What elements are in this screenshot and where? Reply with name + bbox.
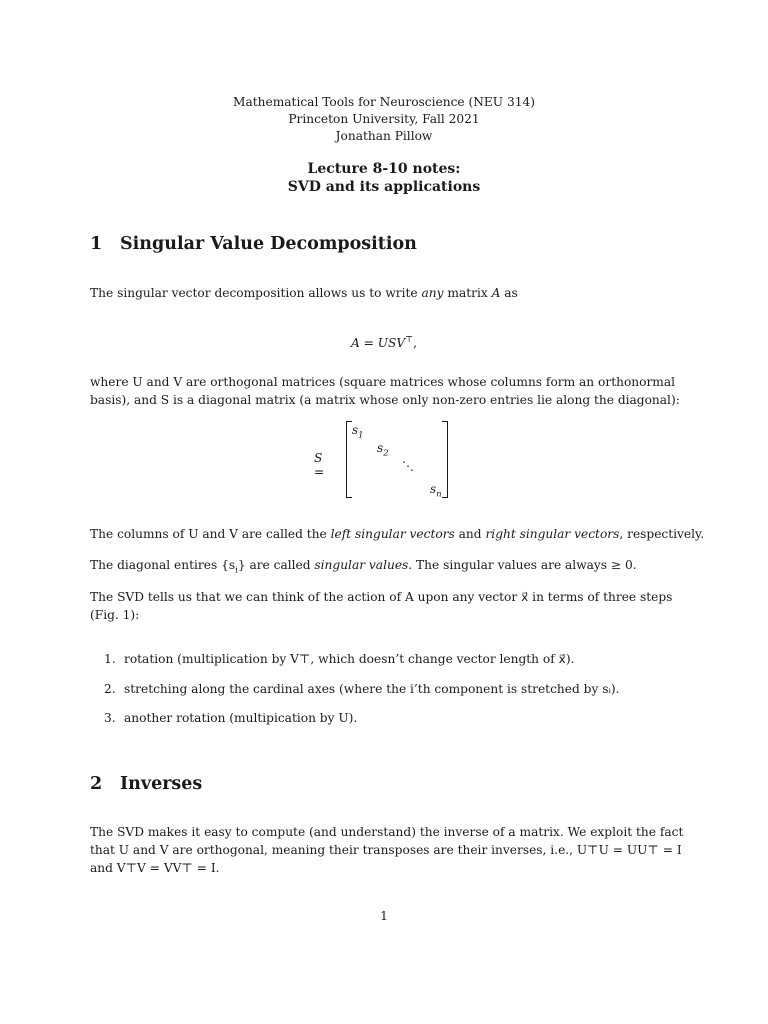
equation-tail: , [413,336,418,351]
text-run: The singular values are always ≥ 0. [412,558,637,572]
section-heading-2 [90,773,202,795]
matrix-label: S = [314,451,325,479]
text-run: The columns of U and V are called the [90,527,331,541]
emphasis: right singular vectors [485,527,620,541]
author: Jonathan Pillow [335,129,433,143]
list-number: 1. [104,652,116,666]
section-number: 1 [90,234,103,254]
subscript: i [235,565,238,576]
section-heading-1 [90,233,417,255]
list-number: 2. [104,682,116,696]
section-title: Singular Value Decomposition [120,234,417,254]
equation-svd [0,331,768,352]
matrix-entry-s1: $s_1$ [352,423,364,441]
text-run: matrix [443,286,492,300]
list-item [104,650,574,668]
emphasis: singular values. [314,558,413,572]
section-number: 2 [90,774,103,794]
emphasis: left singular vectors [330,527,455,541]
text-run: , respectively. [619,527,705,541]
page-number: 1 [380,909,388,923]
list-number: 3. [104,711,116,725]
paragraph-inverses-line2: that U and V are orthogonal, meaning their transposes are their inverses, i.e., U⊤U = UU⊤ = I [90,843,682,857]
text-run: and [454,527,486,541]
course-title: Mathematical Tools for Neuroscience (NEU 314) [233,95,535,109]
paragraph-svd-steps-line1: The SVD tells us that we can think of the action of A upon any vector x⃗ in terms of three steps [90,590,673,604]
lecture-title-line1: Lecture 8-10 notes: [307,161,461,177]
equation-body: A = USV [350,336,406,351]
text-run: The singular vector decomposition allows us to write [90,286,422,300]
text-run: } are called [237,558,315,572]
paragraph-intro [90,284,680,302]
math-var: A [491,286,501,300]
list-item [104,709,357,727]
list-text: rotation (multiplication by V⊤, which doesn’t change vector length of x⃗). [124,652,575,666]
text-run: The diagonal entires {s [90,558,236,572]
lecture-title-line2: SVD and its applications [287,179,481,195]
equation-superscript: ⊤ [405,335,414,345]
section-title: Inverses [120,774,203,794]
matrix-entry-sn: $s_n$ [430,482,442,500]
paragraph-singular-vectors [90,525,705,543]
text-run: as [500,286,518,300]
matrix-entry-s2: $s_2$ [377,441,389,459]
paragraph-svd-steps-line2: (Fig. 1): [90,608,140,622]
paragraph-orthogonal-line2: basis), and S is a diagonal matrix (a matrix whose only non-zero entries lie along the diagonal): [90,393,680,407]
paragraph-inverses-line3: and V⊤V = VV⊤ = I. [90,861,220,875]
emphasis: any [421,286,444,300]
institution: Princeton University, Fall 2021 [288,112,480,126]
list-text: another rotation (multipication by U). [124,711,358,725]
matrix-entry-ddots: ⋱ [402,459,414,473]
matrix-right-bracket [442,421,448,498]
list-item [104,680,620,698]
list-text: stretching along the cardinal axes (where the i’th component is stretched by sᵢ). [124,682,620,696]
paragraph-orthogonal-line1: where U and V are orthogonal matrices (square matrices whose columns form an orthonormal [90,375,676,389]
paragraph-singular-values [90,556,680,579]
paragraph-inverses-line1: The SVD makes it easy to compute (and understand) the inverse of a matrix. We exploit the fact [90,825,684,839]
